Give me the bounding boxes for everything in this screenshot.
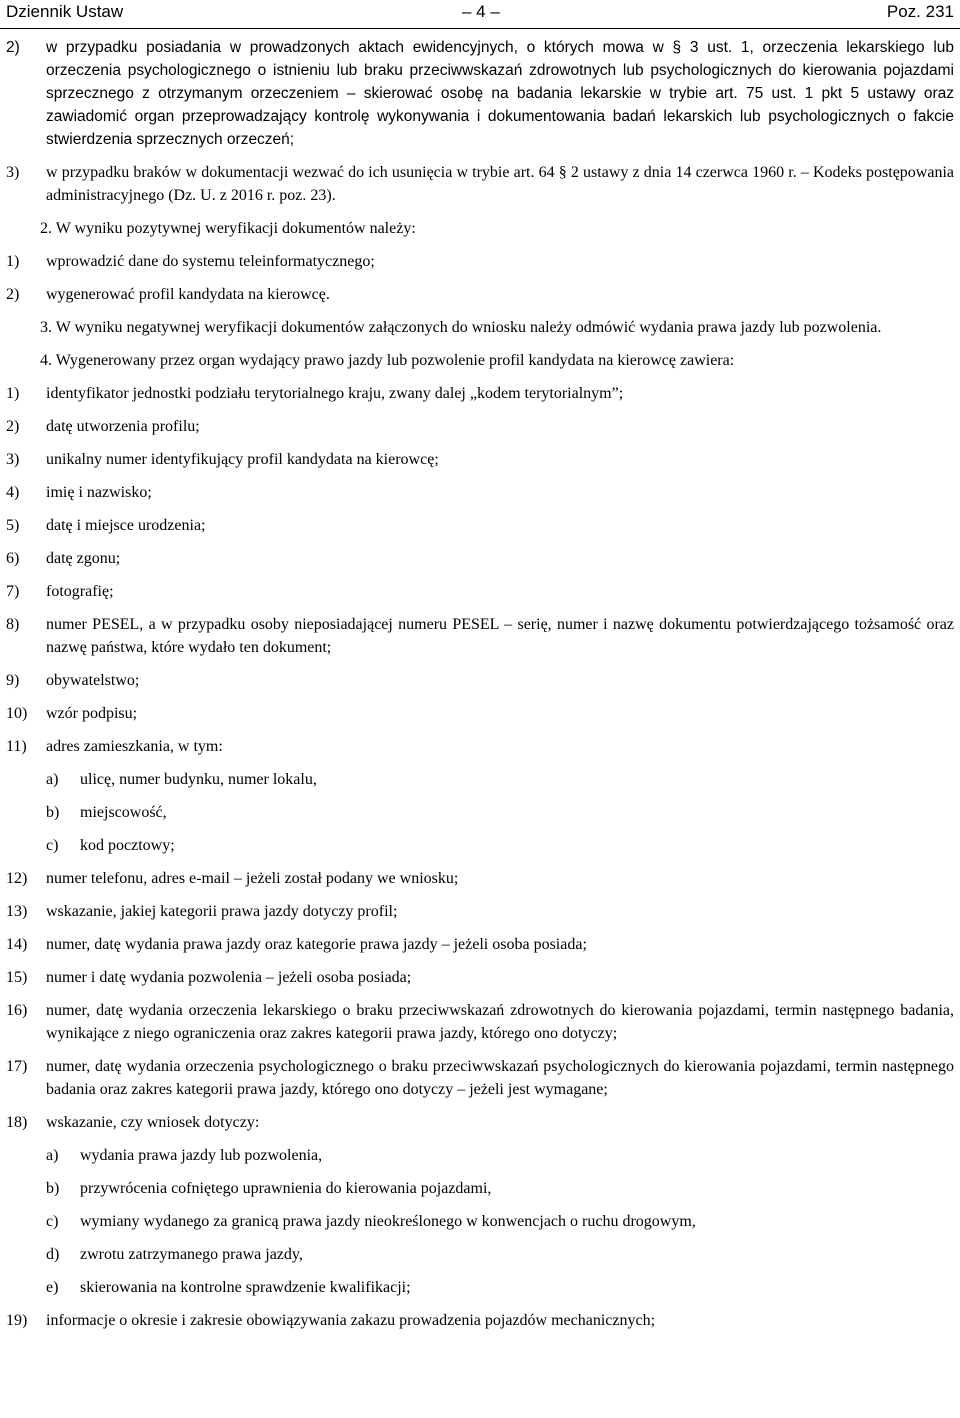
list-item bbox=[6, 382, 954, 405]
sub-list-item bbox=[6, 1276, 954, 1299]
list-item bbox=[6, 36, 954, 151]
page-header bbox=[0, 0, 960, 29]
item-number: c) bbox=[46, 837, 59, 854]
item-number: 14) bbox=[6, 936, 28, 953]
item-number: 3) bbox=[6, 451, 20, 468]
list-item bbox=[6, 547, 954, 570]
item-number: 6) bbox=[6, 550, 20, 567]
item-text: w przypadku posiadania w prowadzonych aktach ewidencyjnych, o których mowa w § 3 ust. 1, orzeczenia lekarskiego lub orzeczenia psychologicznego o istnieniu lub braku przeciwwskazań zdrowotnych lub psychologicznych do kierowania pojazdami sprzecznego z otrzymanym orzeczeniem – skierować osobę na badania lekarskie w trybie art. 75 ust. 1 pkt 5 ustawy oraz zawiadomić organ przeprowadzający kontrolę wykonywania i dokumentowania badań lekarskich lub psychologicznych o fakcie stwierdzenia sprzecznych orzeczeń; bbox=[46, 39, 954, 148]
item-number: 11) bbox=[6, 738, 27, 755]
item-number: 5) bbox=[6, 517, 20, 534]
item-number: 8) bbox=[6, 616, 20, 633]
item-number: 2) bbox=[6, 418, 20, 435]
section-text: Wygenerowany przez organ wydający prawo jazdy lub pozwolenie profil kandydata na kierowcę zawiera: bbox=[55, 352, 735, 369]
list-item bbox=[6, 735, 954, 758]
item-text: numer, datę wydania orzeczenia lekarskiego o braku przeciwwskazań zdrowotnych do kierowania pojazdami, termin następnego badania, wynikające z niego ograniczenia oraz zakres kategorii prawa jazdy, którego ono dotyczy; bbox=[46, 1002, 954, 1042]
item-text: ulicę, numer budynku, numer lokalu, bbox=[80, 771, 317, 788]
list-item bbox=[6, 966, 954, 989]
item-text: datę utworzenia profilu; bbox=[46, 418, 200, 435]
section-text: W wyniku negatywnej weryfikacji dokumentów załączonych do wniosku należy odmówić wydania prawa jazdy lub pozwolenia. bbox=[55, 319, 882, 336]
item-text: informacje o okresie i zakresie obowiązywania zakazu prowadzenia pojazdów mechanicznych; bbox=[46, 1312, 656, 1329]
list-item bbox=[6, 933, 954, 956]
list-item bbox=[6, 1309, 954, 1332]
sub-list-item bbox=[6, 1243, 954, 1266]
sub-list-item bbox=[6, 1210, 954, 1233]
list-item bbox=[6, 580, 954, 603]
list-item bbox=[6, 702, 954, 725]
section-number: 4. bbox=[40, 352, 52, 369]
item-text: wzór podpisu; bbox=[46, 705, 138, 722]
item-text: numer PESEL, a w przypadku osoby nieposiadającej numeru PESEL – serię, numer i nazwę dokumentu potwierdzającego tożsamość oraz nazwę państwa, które wydało ten dokument; bbox=[46, 616, 954, 656]
item-text: skierowania na kontrolne sprawdzenie kwalifikacji; bbox=[80, 1279, 411, 1296]
section-number: 2. bbox=[40, 220, 52, 237]
item-text: datę zgonu; bbox=[46, 550, 121, 567]
item-number: 7) bbox=[6, 583, 20, 600]
item-text: miejscowość, bbox=[80, 804, 167, 821]
item-text: wymiany wydanego za granicą prawa jazdy nieokreślonego w konwencjach o ruchu drogowym, bbox=[80, 1213, 696, 1230]
item-text: fotografię; bbox=[46, 583, 114, 600]
item-number: 3) bbox=[6, 164, 20, 181]
item-text: wygenerować profil kandydata na kierowcę. bbox=[46, 286, 330, 303]
item-text: numer, datę wydania prawa jazdy oraz kategorie prawa jazdy – jeżeli osoba posiada; bbox=[46, 936, 587, 953]
item-number: e) bbox=[46, 1279, 59, 1296]
item-number: 19) bbox=[6, 1312, 28, 1329]
sub-list-item bbox=[6, 1144, 954, 1167]
list-item bbox=[6, 669, 954, 692]
item-text: zwrotu zatrzymanego prawa jazdy, bbox=[80, 1246, 303, 1263]
item-number: 4) bbox=[6, 484, 20, 501]
item-number: 18) bbox=[6, 1114, 28, 1131]
list-item bbox=[6, 481, 954, 504]
list-item bbox=[6, 1055, 954, 1101]
item-number: 1) bbox=[6, 385, 20, 402]
list-item bbox=[6, 900, 954, 923]
item-number: b) bbox=[46, 1180, 60, 1197]
item-number: 2) bbox=[6, 286, 20, 303]
sub-list-item bbox=[6, 834, 954, 857]
list-item bbox=[6, 448, 954, 471]
item-number: 16) bbox=[6, 1002, 28, 1019]
list-item bbox=[6, 999, 954, 1045]
list-item bbox=[6, 514, 954, 537]
item-text: w przypadku braków w dokumentacji wezwać do ich usunięcia w trybie art. 64 § 2 ustawy z dnia 14 czerwca 1960 r. – Kodeks postępowania administracyjnego (Dz. U. z 2016 r. poz. 23). bbox=[46, 164, 954, 204]
item-number: b) bbox=[46, 804, 60, 821]
item-number: 17) bbox=[6, 1058, 28, 1075]
list-item bbox=[6, 867, 954, 890]
item-text: identyfikator jednostki podziału terytorialnego kraju, zwany dalej „kodem terytorialnym”; bbox=[46, 385, 624, 402]
journal-title: Dziennik Ustaw bbox=[6, 2, 124, 21]
item-number: a) bbox=[46, 771, 59, 788]
item-text: unikalny numer identyfikujący profil kandydata na kierowcę; bbox=[46, 451, 439, 468]
item-text: adres zamieszkania, w tym: bbox=[46, 738, 223, 755]
item-number: 1) bbox=[6, 253, 20, 270]
section-paragraph bbox=[6, 316, 954, 339]
section-text: W wyniku pozytywnej weryfikacji dokumentów należy: bbox=[55, 220, 416, 237]
item-text: datę i miejsce urodzenia; bbox=[46, 517, 206, 534]
item-text: wskazanie, jakiej kategorii prawa jazdy dotyczy profil; bbox=[46, 903, 398, 920]
document-body bbox=[6, 36, 954, 1342]
item-number: 15) bbox=[6, 969, 28, 986]
list-item bbox=[6, 161, 954, 207]
item-number: 2) bbox=[6, 39, 20, 56]
item-text: przywrócenia cofniętego uprawnienia do kierowania pojazdami, bbox=[80, 1180, 492, 1197]
item-text: obywatelstwo; bbox=[46, 672, 140, 689]
item-number: 13) bbox=[6, 903, 28, 920]
item-number: c) bbox=[46, 1213, 59, 1230]
section-number: 3. bbox=[40, 319, 52, 336]
list-item bbox=[6, 613, 954, 659]
item-text: wprowadzić dane do systemu teleinformatycznego; bbox=[46, 253, 375, 270]
item-number: 10) bbox=[6, 705, 28, 722]
page-number: – 4 – bbox=[462, 2, 500, 21]
item-text: numer, datę wydania orzeczenia psychologicznego o braku przeciwwskazań psychologicznych do kierowania pojazdami, termin następnego badania oraz zakres kategorii prawa jazdy, którego ono dotyczy – jeżeli jest wymagane; bbox=[46, 1058, 954, 1098]
item-text: imię i nazwisko; bbox=[46, 484, 152, 501]
sub-list-item bbox=[6, 801, 954, 824]
position-number: Poz. 231 bbox=[886, 2, 954, 21]
sub-list-item bbox=[6, 1177, 954, 1200]
list-item bbox=[6, 1111, 954, 1134]
item-number: 12) bbox=[6, 870, 28, 887]
item-text: wskazanie, czy wniosek dotyczy: bbox=[46, 1114, 260, 1131]
list-item bbox=[6, 415, 954, 438]
list-item bbox=[6, 250, 954, 273]
item-number: 9) bbox=[6, 672, 20, 689]
item-text: wydania prawa jazdy lub pozwolenia, bbox=[80, 1147, 323, 1164]
item-text: numer telefonu, adres e-mail – jeżeli został podany we wniosku; bbox=[46, 870, 459, 887]
section-paragraph bbox=[6, 217, 954, 240]
list-item bbox=[6, 283, 954, 306]
section-paragraph bbox=[6, 349, 954, 372]
item-number: d) bbox=[46, 1246, 60, 1263]
sub-list-item bbox=[6, 768, 954, 791]
item-number: a) bbox=[46, 1147, 59, 1164]
item-text: numer i datę wydania pozwolenia – jeżeli osoba posiada; bbox=[46, 969, 412, 986]
item-text: kod pocztowy; bbox=[80, 837, 175, 854]
